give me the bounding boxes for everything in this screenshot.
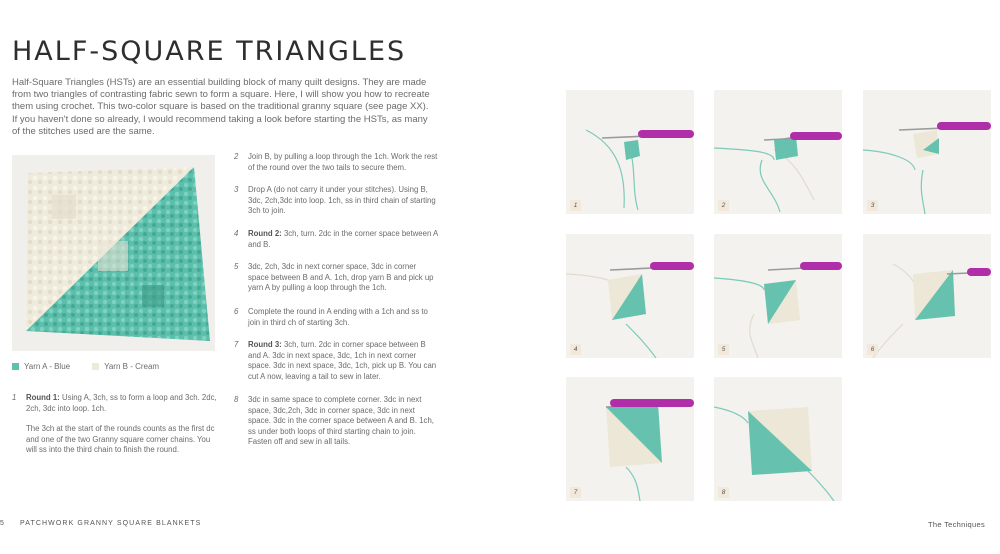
step-2	[234, 152, 439, 173]
footer-book-title: PATCHWORK GRANNY SQUARE BLANKETS	[20, 520, 202, 527]
step-3	[234, 185, 439, 217]
round-label: Round 2:	[248, 229, 282, 238]
crochet-photo	[714, 234, 842, 358]
yarn-a-swatch	[12, 363, 19, 370]
step-text: Drop A (do not carry it under your stitches). Using B, 3dc, 2ch,3dc into loop. 1ch, ss in third chain of starting 3ch to join.	[248, 185, 436, 216]
step-8	[234, 395, 439, 448]
step-number: 6	[234, 307, 239, 316]
step-6	[234, 307, 439, 328]
step-4	[234, 229, 439, 250]
step-number: 4	[234, 229, 239, 238]
step-number: 8	[234, 395, 239, 404]
photo-number: 1	[570, 200, 581, 211]
footer-section: The Techniques	[928, 520, 986, 529]
step-number: 5	[234, 262, 239, 271]
step-photo-4	[566, 234, 694, 358]
step-text: 3dc, 2ch, 3dc in next corner space, 3dc in corner space between B and A. 1ch, drop yarn B and pick up yarn A by pulling a loop through the 1ch.	[248, 262, 434, 293]
step-photo-2	[714, 90, 842, 214]
step-text	[248, 340, 439, 382]
crochet-photo	[714, 377, 842, 501]
step-number: 7	[234, 340, 239, 349]
intro-paragraph: Half-Square Triangles (HSTs) are an essential building block of many quilt designs. They are made from two triangles of contrasting fabric sewn to form a square. Here, I will show you how to recreate them using crochet. This two-color square is based on the traditional granny square (see page XX). If you haven't done so already, I would recommend taking a look before starting the HSTs, as many of the stitches used are the same.	[12, 77, 430, 137]
step-7	[234, 340, 439, 382]
crochet-photo	[863, 234, 991, 358]
step-number: 3	[234, 185, 239, 194]
yarn-b-swatch	[92, 363, 99, 370]
step-text	[26, 393, 217, 456]
legend-item-yarn-a	[12, 362, 70, 371]
step-body: 3ch, turn. 2dc in the corner space between A and B.	[248, 229, 438, 249]
yarn-legend	[12, 362, 181, 371]
finished-square-photo	[12, 155, 215, 351]
photo-number: 3	[867, 200, 878, 211]
step-number: 2	[234, 152, 239, 161]
step-body: 3ch, turn. 2dc in corner space between B and A. 3dc in next space, 3dc, 1ch in next corner space. 3dc in next space, 3dc, 1ch, pick up B. You can cut A now, leaving a tail to sew in later.	[248, 340, 437, 381]
step-text	[248, 229, 439, 250]
crochet-photo	[566, 90, 694, 214]
step-body: Using A, 3ch, ss to form a loop and 3ch. 2dc, 2ch, 3dc into loop. 1ch.	[26, 393, 217, 413]
photo-number: 7	[570, 487, 581, 498]
step-photo-8	[714, 377, 842, 501]
step-5	[234, 262, 439, 294]
round-label: Round 3:	[248, 340, 282, 349]
crochet-photo	[566, 377, 694, 501]
step-photo-3	[863, 90, 991, 214]
step-text: Complete the round in A ending with a 1ch and ss to join in third ch of starting 3ch.	[248, 307, 428, 327]
crochet-photo	[714, 90, 842, 214]
photo-number: 2	[718, 200, 729, 211]
crochet-photo	[863, 90, 991, 214]
step-photo-7	[566, 377, 694, 501]
photo-number: 6	[867, 344, 878, 355]
legend-label: Yarn B - Cream	[104, 362, 160, 371]
legend-item-yarn-b	[92, 362, 159, 371]
legend-label: Yarn A - Blue	[24, 362, 71, 371]
step-photo-6	[863, 234, 991, 358]
step-photo-1	[566, 90, 694, 214]
step-text: Join B, by pulling a loop through the 1ch. Work the rest of the round over the two tails to secure them.	[248, 152, 438, 172]
photo-number: 5	[718, 344, 729, 355]
round-label: Round 1:	[26, 393, 60, 402]
step-1	[12, 393, 217, 456]
step-photo-5	[714, 234, 842, 358]
page-number: 5	[0, 520, 4, 527]
step-note: The 3ch at the start of the rounds counts as the first dc and one of the two Granny square corner chains. You will ss into the third chain to finish the round.	[26, 424, 215, 455]
photo-number: 8	[718, 487, 729, 498]
step-text: 3dc in same space to complete corner. 3dc in next space, 3dc,2ch, 3dc in corner space, 3dc in next space. 3dc in the corner space between A and B. 1ch, ss under both loops of third starting chain to join. Fasten off and sew in all tails.	[248, 395, 434, 447]
crochet-photo	[566, 234, 694, 358]
photo-number: 4	[570, 344, 581, 355]
step-number: 1	[12, 393, 17, 402]
page-title: HALF-SQUARE TRIANGLES	[12, 36, 407, 67]
